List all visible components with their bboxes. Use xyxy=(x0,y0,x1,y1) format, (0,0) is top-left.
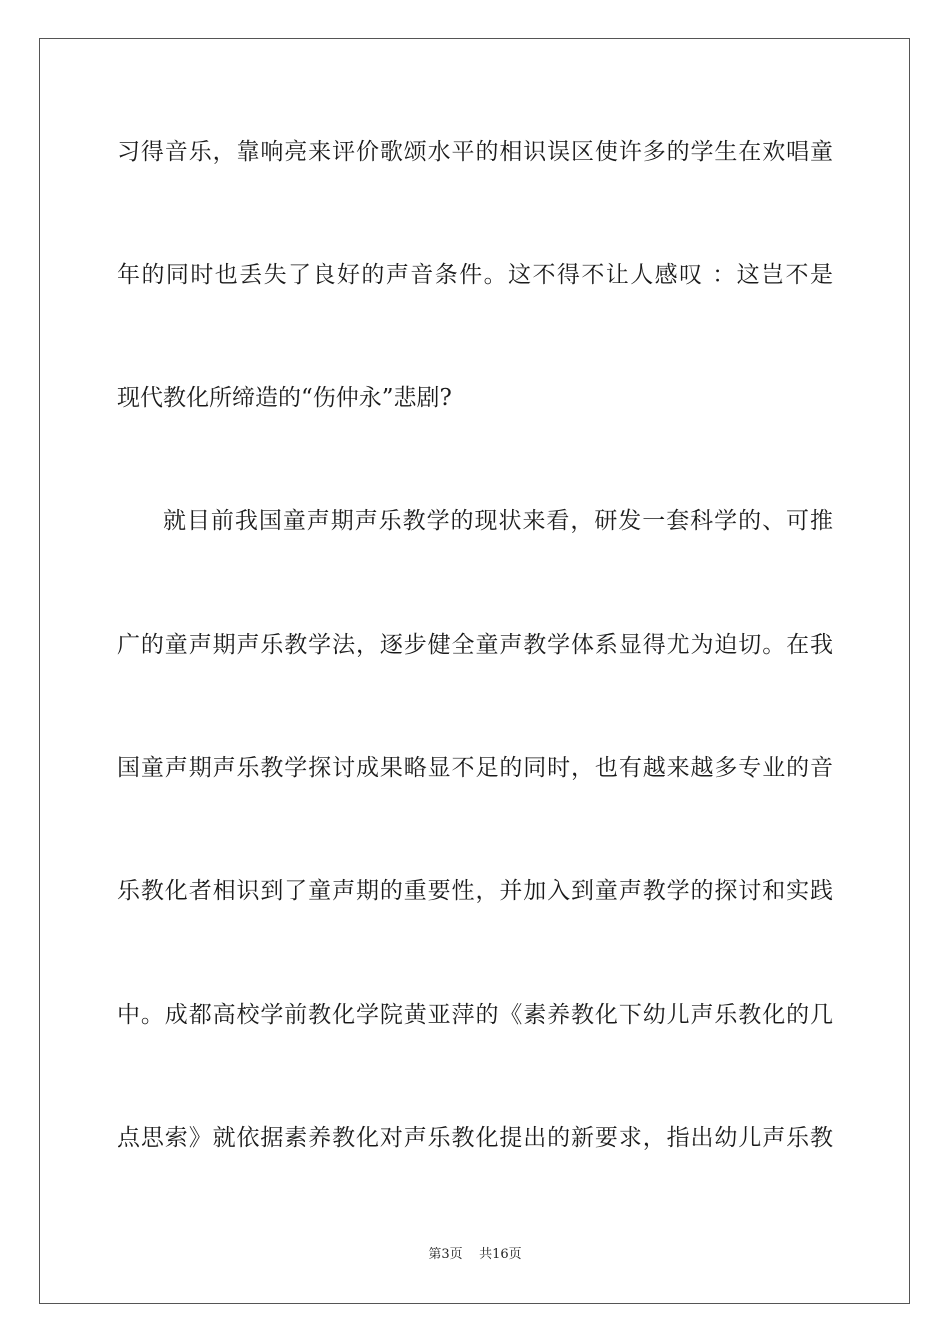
text-line-9: 点思索》就依据素养教化对声乐教化提出的新要求，指出幼儿声乐教 xyxy=(117,1125,833,1151)
text-line-1: 习得音乐，靠响亮来评价歌颂水平的相识误区使许多的学生在欢唱童 xyxy=(117,139,833,165)
text-line-2: 年的同时也丢失了良好的声音条件。这不得不让人感叹 ：这岂不是 xyxy=(117,262,833,288)
text-line-8: 中。成都高校学前教化学院黄亚萍的《素养教化下幼儿声乐教化的几 xyxy=(117,1002,833,1028)
page-number-footer: 第3页 共16页 xyxy=(428,1247,522,1262)
text-line-4: 就目前我国童声期声乐教学的现状来看，研发一套科学的、可推 xyxy=(163,508,833,534)
page-border xyxy=(39,38,910,1304)
text-line-5: 广的童声期声乐教学法，逐步健全童声教学体系显得尤为迫切。在我 xyxy=(117,632,833,658)
text-line-6: 国童声期声乐教学探讨成果略显不足的同时，也有越来越多专业的音 xyxy=(117,755,833,781)
text-line-3: 现代教化所缔造的“伤仲永”悲剧? xyxy=(117,385,452,411)
text-line-7: 乐教化者相识到了童声期的重要性，并加入到童声教学的探讨和实践 xyxy=(117,878,833,904)
